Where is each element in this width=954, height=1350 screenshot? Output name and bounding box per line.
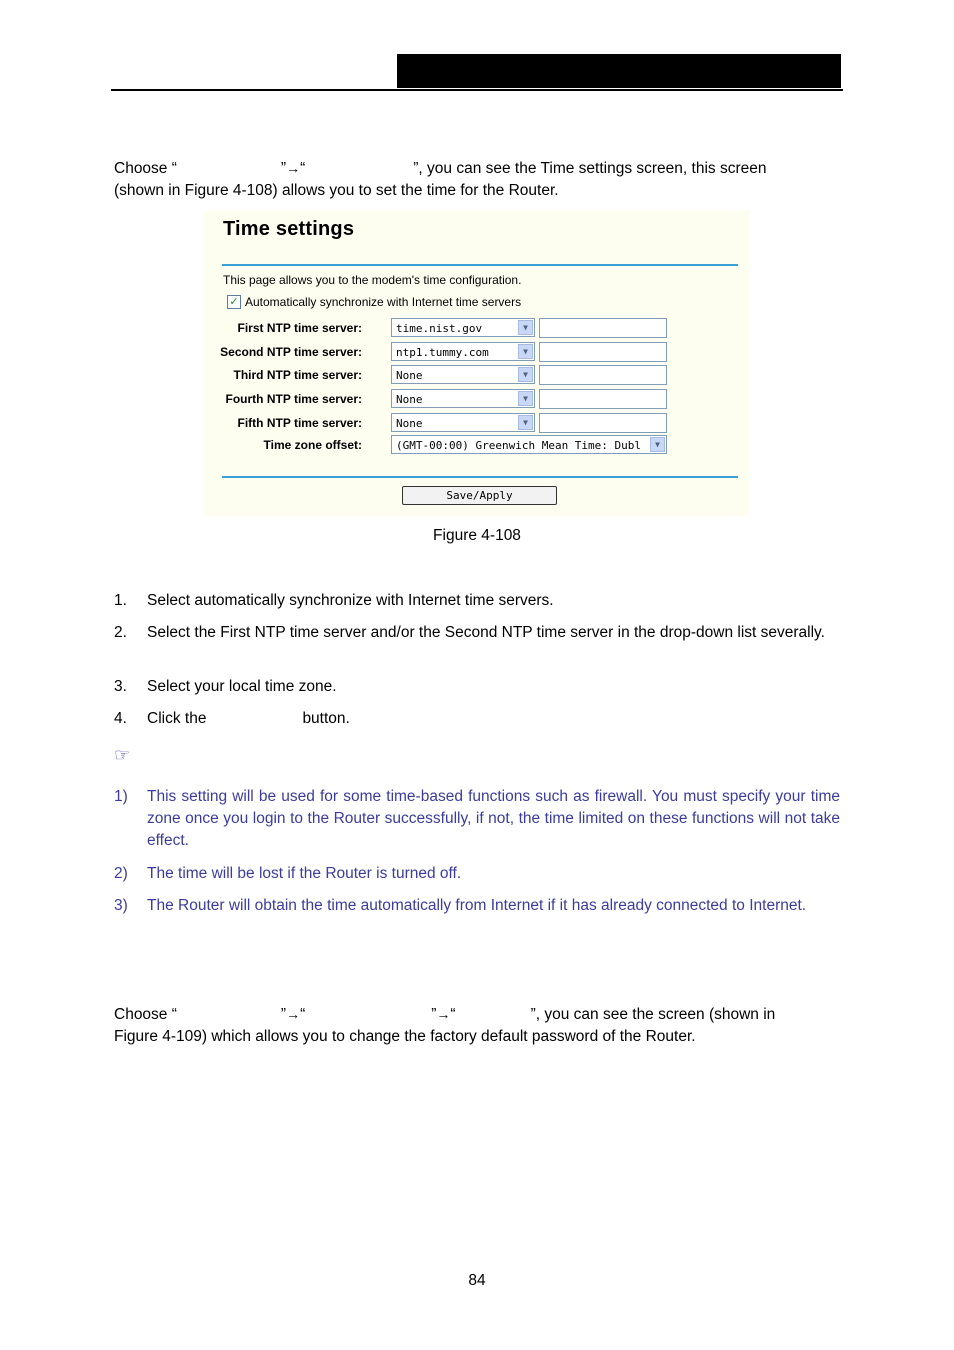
chevron-down-icon: ▼: [518, 367, 533, 382]
list-item: 4. Click the button.: [114, 710, 350, 727]
fourth-ntp-input[interactable]: [539, 389, 667, 409]
note-item: 2) The time will be lost if the Router is turned off.: [114, 865, 462, 882]
chevron-down-icon: ▼: [518, 344, 533, 359]
header-rule: [111, 89, 843, 91]
save-apply-button[interactable]: Save/Apply: [402, 486, 557, 505]
note-item: 1) This setting will be used for some time-based functions such as firewall. You must specify your time zone once you login to the Router successfully, if not, the time limited on these functions will not take effect.: [114, 788, 840, 849]
fifth-ntp-select[interactable]: None ▼: [391, 413, 535, 432]
arrow-icon: →: [436, 1006, 451, 1022]
fifth-ntp-input[interactable]: [539, 413, 667, 433]
third-ntp-select[interactable]: None ▼: [391, 365, 535, 384]
time-settings-figure: [204, 211, 750, 516]
first-ntp-select[interactable]: time.nist.gov ▼: [391, 318, 535, 337]
chevron-down-icon: ▼: [518, 391, 533, 406]
auto-sync-label: Automatically synchronize with Internet time servers: [245, 295, 522, 309]
intro-paragraph: Choose “ ”→“ ”, you can see the Time settings screen, this screen (shown in Figure 4-108) allows you to set the time for the Router.: [114, 160, 767, 199]
auto-sync-checkbox[interactable]: ✓: [227, 295, 241, 309]
page-title: Time settings: [223, 218, 355, 240]
chevron-down-icon: ▼: [518, 415, 533, 430]
second-ntp-label: Second NTP time server:: [220, 345, 362, 359]
chevron-down-icon: ▼: [518, 320, 533, 335]
figure-caption: Figure 4-108: [433, 527, 521, 544]
list-item: 1. Select automatically synchronize with Internet time servers.: [114, 592, 554, 609]
third-ntp-label: Third NTP time server:: [233, 368, 362, 382]
arrow-icon: →: [286, 160, 301, 176]
arrow-icon: →: [286, 1006, 301, 1022]
pointing-hand-icon: ☞: [114, 745, 131, 765]
second-ntp-select[interactable]: ntp1.tummy.com ▼: [391, 342, 535, 361]
header-bar: [397, 54, 841, 88]
third-ntp-input[interactable]: [539, 365, 667, 385]
first-ntp-input[interactable]: [539, 318, 667, 338]
list-item: 3. Select your local time zone.: [114, 678, 337, 695]
list-item: 2. Select the First NTP time server and/or the Second NTP time server in the drop-down list severally.: [114, 624, 825, 641]
time-zone-select[interactable]: (GMT-00:00) Greenwich Mean Time: Dubl ▼: [391, 435, 667, 454]
chevron-down-icon: ▼: [650, 437, 665, 452]
second-ntp-input[interactable]: [539, 342, 667, 362]
fourth-ntp-label: Fourth NTP time server:: [225, 392, 362, 406]
figure-description: This page allows you to the modem's time configuration.: [223, 273, 522, 287]
note-item: 3) The Router will obtain the time automatically from Internet if it has already connected to Internet.: [114, 897, 807, 914]
fourth-ntp-select[interactable]: None ▼: [391, 389, 535, 408]
fifth-ntp-label: Fifth NTP time server:: [237, 416, 362, 430]
page-number: 84: [468, 1272, 486, 1289]
title-divider: [222, 264, 738, 266]
footer-divider: [222, 476, 738, 478]
first-ntp-label: First NTP time server:: [237, 321, 362, 335]
time-zone-label: Time zone offset:: [263, 438, 362, 452]
password-paragraph: Choose “ ”→“ ”→“ ”, you can see the screen (shown in Figure 4-109) which allows you to change the factory default password of the Router.: [114, 1006, 776, 1045]
